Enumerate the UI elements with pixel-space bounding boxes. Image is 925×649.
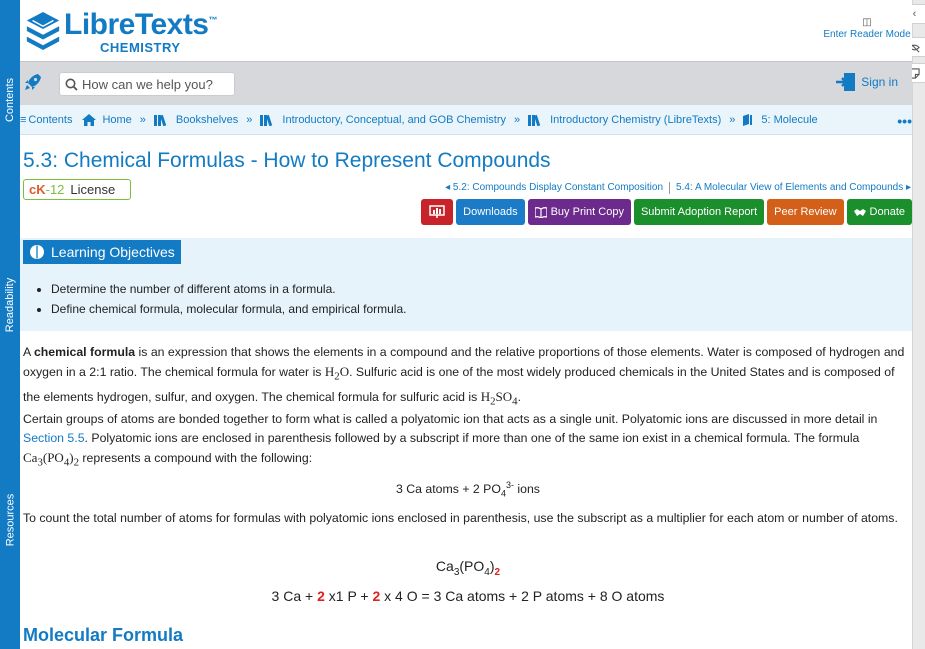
bookshelf-icon bbox=[528, 114, 544, 126]
downloads-label: Downloads bbox=[463, 206, 518, 218]
breadcrumb-item-introductory-chemistry[interactable] bbox=[528, 114, 721, 126]
atom-count-line bbox=[23, 480, 913, 499]
next-page-link[interactable]: 5.4: A Molecular View of Elements and Compounds ▸ bbox=[676, 182, 911, 193]
peer-review-button[interactable] bbox=[767, 199, 843, 225]
site-header bbox=[20, 0, 912, 61]
breadcrumb-separator: » bbox=[729, 113, 736, 126]
bold-term: chemical formula bbox=[33, 345, 136, 359]
learning-objectives-box bbox=[20, 238, 912, 331]
resources-tab-label: Resources bbox=[4, 493, 17, 547]
logo-title: LibreTexts bbox=[64, 8, 209, 41]
text-span: x 4 O = 3 Ca atoms + 2 P atoms + 8 O atoms bbox=[380, 588, 665, 604]
list-item: • Define chemical formula, molecular formula, and empirical formula. bbox=[51, 302, 406, 316]
page-title: 5.3: Chemical Formulas - How to Represent Compounds bbox=[23, 149, 551, 172]
brain-icon bbox=[29, 244, 45, 260]
reader-mode-button[interactable] bbox=[822, 17, 912, 40]
highlighted-multiplier: 2 bbox=[317, 588, 325, 604]
ck12-logo-ck: cK bbox=[29, 182, 46, 197]
breadcrumb-item-home[interactable] bbox=[82, 114, 131, 126]
paragraph-counting: To count the total number of atoms for formulas with polyatomic ions enclosed in parenthesis, use the subscript as a multiplier for each atom or number of atoms. bbox=[23, 511, 898, 525]
text-span: . bbox=[517, 389, 522, 404]
submit-adoption-report-button[interactable] bbox=[634, 199, 764, 225]
resources-tab[interactable] bbox=[0, 470, 20, 570]
bookshelf-icon bbox=[260, 114, 276, 126]
donate-button[interactable] bbox=[847, 199, 912, 225]
ck12-license-badge[interactable] bbox=[23, 179, 131, 200]
nav-divider bbox=[669, 182, 670, 194]
buy-print-copy-button[interactable] bbox=[528, 199, 631, 225]
text-span: ) bbox=[489, 558, 495, 574]
breadcrumb-contents[interactable] bbox=[20, 114, 72, 126]
search-bar bbox=[20, 61, 912, 105]
breadcrumb-more-icon[interactable]: ••• bbox=[897, 113, 912, 129]
book-icon bbox=[743, 114, 753, 126]
readability-tab[interactable] bbox=[0, 255, 20, 355]
buy-print-copy-label: Buy Print Copy bbox=[550, 206, 624, 218]
logo-trademark: ™ bbox=[208, 15, 217, 25]
open-book-icon bbox=[535, 207, 547, 218]
search-input[interactable] bbox=[82, 77, 222, 92]
breadcrumb-chapter-label: 5: Molecule bbox=[761, 113, 818, 126]
text-span: A bbox=[23, 345, 34, 359]
subscript: 3 bbox=[453, 566, 460, 578]
rocket-icon[interactable] bbox=[23, 72, 43, 92]
donate-label: Donate bbox=[869, 206, 905, 218]
bookshelf-icon bbox=[154, 114, 170, 126]
text-span: x1 P + bbox=[324, 588, 373, 604]
section-link[interactable]: Section 5.5 bbox=[23, 431, 85, 445]
handshake-icon bbox=[854, 208, 866, 217]
section-heading-molecular-formula: Molecular Formula bbox=[23, 625, 184, 645]
reader-mode-icon: ◫ bbox=[862, 17, 872, 28]
subscript: 4 bbox=[500, 488, 506, 499]
text-span: . Sulfuric acid is one of the most widely produced chemicals in the United States and is composed of the elements hydrogen, sulfur, and oxygen. The chemical formula for sulfuric acid is bbox=[23, 365, 895, 404]
subscript: 4 bbox=[484, 566, 490, 578]
text-span: . Polyatomic ions are enclosed in parenthesis followed by a subscript if more than one of the same ion exist in a chemical formula. The formula bbox=[84, 431, 860, 445]
breadcrumb-bookshelves-label: Bookshelves bbox=[175, 113, 239, 126]
breadcrumb-contents-label: Contents bbox=[28, 113, 73, 126]
breadcrumb-item-introductory[interactable] bbox=[260, 114, 506, 126]
contents-tab-label: Contents bbox=[4, 77, 16, 123]
breadcrumb-separator: » bbox=[246, 113, 253, 126]
search-icon bbox=[65, 78, 78, 91]
text-span: 3 Ca atoms + 2 PO bbox=[396, 482, 501, 497]
ck12-logo-12: -12 bbox=[45, 182, 65, 197]
downloads-button[interactable] bbox=[456, 199, 524, 225]
home-icon bbox=[82, 114, 96, 126]
search-box[interactable] bbox=[59, 72, 235, 96]
breadcrumb-home-label: Home bbox=[102, 113, 132, 126]
water-formula: $H_2O$ bbox=[324, 364, 350, 383]
learning-objectives-list bbox=[51, 282, 406, 322]
left-rail bbox=[0, 0, 20, 649]
collapse-chevron-icon[interactable]: ‹ bbox=[903, 4, 925, 24]
sulfuric-acid-formula: $H_2SO_4$ bbox=[480, 388, 518, 408]
slideshow-icon bbox=[429, 205, 445, 219]
paragraph-chemical-formula bbox=[23, 343, 913, 411]
text-span: (PO bbox=[459, 558, 485, 574]
sign-in-label: Sign in bbox=[861, 75, 898, 89]
slideshow-button[interactable] bbox=[421, 199, 453, 225]
reader-mode-label: Enter Reader Mode bbox=[823, 29, 911, 40]
libretexts-logo-icon bbox=[24, 10, 62, 50]
superscript: 3- bbox=[505, 480, 514, 490]
breadcrumb bbox=[20, 105, 912, 135]
text-span: Ca bbox=[435, 558, 454, 574]
previous-page-link[interactable]: ◂ 5.2: Compounds Display Constant Composition bbox=[445, 182, 664, 193]
text-span: represents a compound with the following: bbox=[79, 451, 313, 465]
breadcrumb-item-chapter-5[interactable] bbox=[743, 114, 817, 126]
sign-in-button[interactable] bbox=[835, 71, 898, 93]
action-buttons bbox=[421, 199, 912, 225]
right-scrollbar[interactable] bbox=[912, 0, 925, 649]
license-label: License bbox=[70, 182, 116, 197]
list-item: • Determine the number of different atoms in a formula. bbox=[51, 282, 406, 296]
libretexts-logo[interactable] bbox=[24, 4, 217, 55]
equation-line bbox=[23, 588, 913, 604]
breadcrumb-separator: » bbox=[513, 113, 521, 126]
contents-tab[interactable] bbox=[0, 60, 20, 140]
formula-display bbox=[23, 558, 913, 578]
text-span: ions bbox=[513, 482, 540, 497]
menu-icon: ≡ bbox=[20, 113, 27, 126]
text-span: 3 Ca + bbox=[271, 588, 318, 604]
paragraph-polyatomic bbox=[23, 410, 913, 473]
text-span: Certain groups of atoms are bonded together to form what is called a polyatomic ion that acts as a single unit. Polyatomic ions are discussed in more detail in bbox=[23, 412, 878, 426]
page-navigation bbox=[445, 182, 911, 194]
breadcrumb-introductory-chemistry-label: Introductory Chemistry (LibreTexts) bbox=[550, 113, 722, 126]
breadcrumb-introductory-label: Introductory, Conceptual, and GOB Chemistry bbox=[282, 113, 506, 126]
calcium-phosphate-formula: $Ca_3(PO_4)_2$ bbox=[23, 450, 80, 469]
sign-in-icon bbox=[835, 71, 857, 93]
learning-objectives-title: Learning Objectives bbox=[51, 244, 175, 260]
logo-subtitle: CHEMISTRY bbox=[100, 40, 181, 55]
submit-adoption-report-label: Submit Adoption Report bbox=[640, 206, 758, 218]
highlighted-multiplier: 2 bbox=[372, 588, 381, 604]
highlighted-subscript: 2 bbox=[494, 566, 501, 578]
peer-review-label: Peer Review bbox=[774, 206, 837, 218]
learning-objectives-heading bbox=[23, 240, 181, 264]
readability-tab-label: Readability bbox=[4, 277, 17, 333]
breadcrumb-item-bookshelves[interactable] bbox=[154, 114, 238, 126]
text-span: is an expression that shows the elements in a compound and the relative proportions of those elements. Water is composed of hydrogen and oxygen in a 2:1 ratio. The chemical formula for water is bbox=[23, 345, 905, 379]
breadcrumb-separator: » bbox=[139, 113, 146, 126]
